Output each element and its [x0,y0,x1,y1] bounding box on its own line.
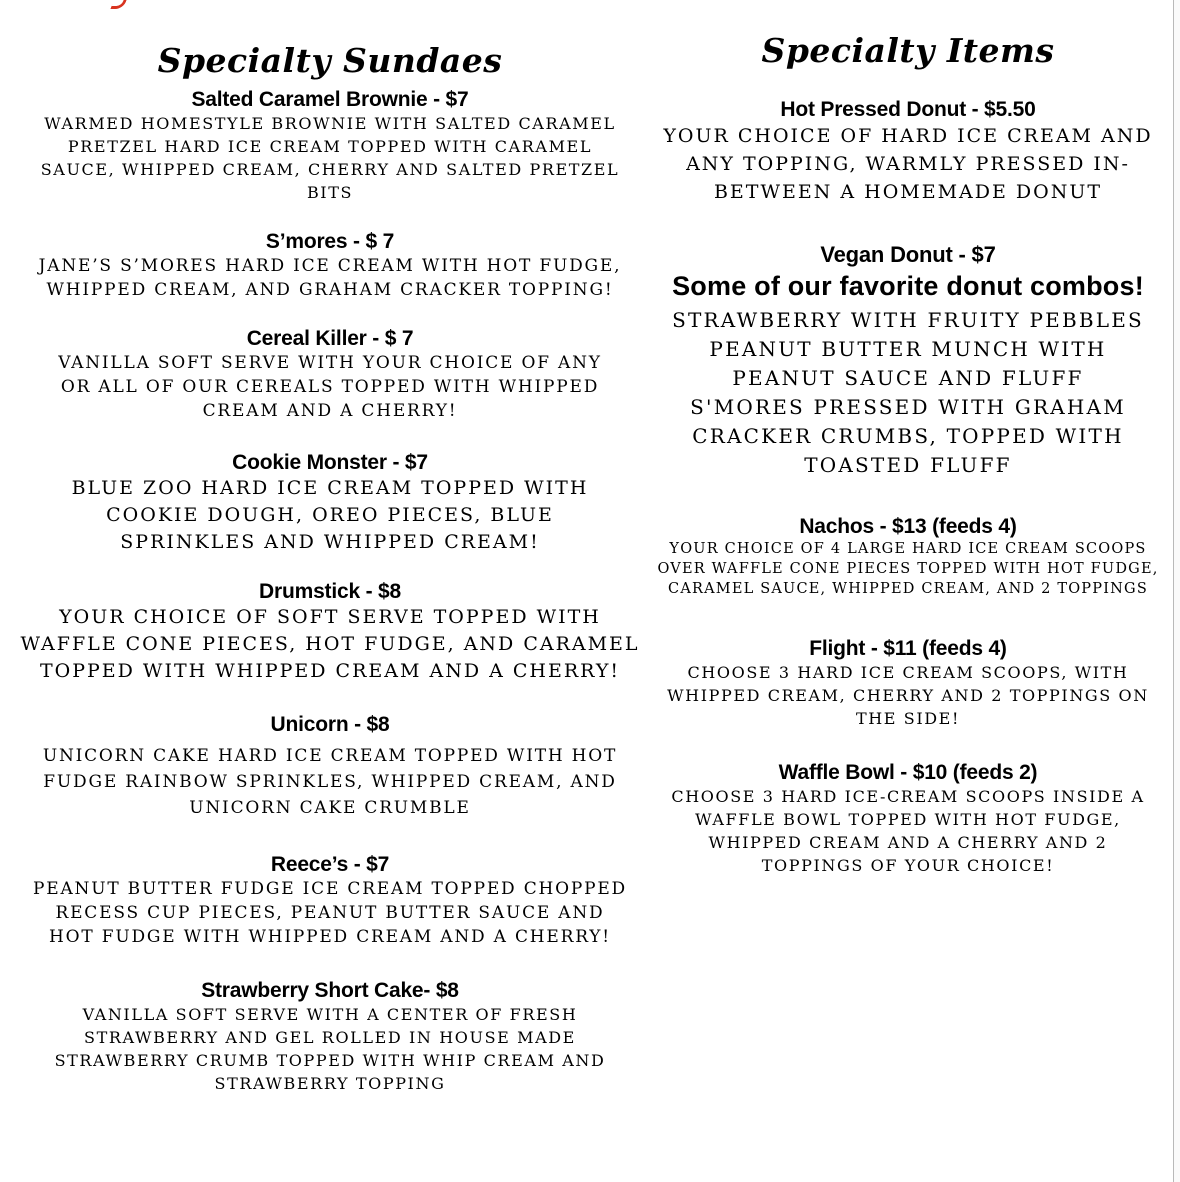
item-title: Drumstick - $8 [259,580,401,603]
item-description: YOUR CHOICE OF 4 LARGE HARD ICE CREAM SCOOPS OVER WAFFLE CONE PIECES TOPPED WITH HOT FUDGE, CARAMEL SAUCE, WHIPPED CREAM, AND 2 TOPPINGS [657,541,1159,598]
item-description: YOUR CHOICE OF HARD ICE CREAM AND ANY TOPPING, WARMLY PRESSED IN-BETWEEN A HOMEMADE DONUT [663,125,1153,204]
combos-heading: Some of our favorite donut combos! [672,271,1144,301]
item-title: S’mores - $ 7 [265,230,395,253]
sundae-item [20,88,640,204]
sundae-item [20,451,640,556]
item-title: Salted Caramel Brownie - $7 [191,88,469,111]
combo-line: PEANUT SAUCE AND FLUFF [732,365,1084,390]
item-title: Vegan Donut - $7 [820,242,996,267]
item-description: WARMED HOMESTYLE BROWNIE WITH SALTED CARAMEL PRETZEL HARD ICE CREAM TOPPED WITH CARAMEL SAUCE, WHIPPED CREAM, CHERRY AND SALTED PRETZEL BITS [40,114,620,203]
sundae-item [20,979,640,1095]
sundae-item [20,853,640,949]
item-description: PEANUT BUTTER FUDGE ICE CREAM TOPPED CHOPPED RECESS CUP PIECES, PEANUT BUTTER SAUCE AND HOT FUDGE WITH WHIPPED CREAM AND A CHERRY! [33,879,627,948]
sundae-item [20,713,640,821]
specialty-item [648,761,1168,877]
item-title: Hot Pressed Donut - $5.50 [780,98,1036,121]
item-title: Strawberry Short Cake- $8 [201,979,459,1002]
sundae-item [20,580,640,685]
combos-list [648,306,1168,480]
item-description: VANILLA SOFT SERVE WITH YOUR CHOICE OF ANY OR ALL OF OUR CEREALS TOPPED WITH WHIPPED CREAM AND A CHERRY! [58,353,602,422]
item-description: BLUE ZOO HARD ICE CREAM TOPPED WITH COOKIE DOUGH, OREO PIECES, BLUE SPRINKLES AND WHIPPED CREAM! [71,477,589,554]
specialty-item [648,98,1168,206]
specialty-item [648,515,1168,599]
item-title: Cookie Monster - $7 [232,451,428,474]
sundae-item [20,327,640,423]
sundae-item [20,230,640,302]
donut-combos [648,272,1168,480]
combo-line: CRACKER CRUMBS, TOPPED WITH [692,423,1124,448]
item-title: Unicorn - $8 [270,713,390,736]
item-title: Waffle Bowl - $10 (feeds 2) [778,761,1038,784]
specialty-item [648,242,1168,267]
item-description: UNICORN CAKE HARD ICE CREAM TOPPED WITH HOT FUDGE RAINBOW SPRINKLES, WHIPPED CREAM, AND UNICORN CAKE CRUMBLE [42,746,618,819]
item-description: CHOOSE 3 HARD ICE-CREAM SCOOPS INSIDE A WAFFLE BOWL TOPPED WITH HOT FUDGE, WHIPPED CREAM AND A CHERRY AND 2 TOPPINGS OF YOUR CHOICE! [671,787,1145,876]
sundaes-heading: Specialty Sundaes [157,41,503,80]
item-description: VANILLA SOFT SERVE WITH A CENTER OF FRESH STRAWBERRY AND GEL ROLLED IN HOUSE MADE STRAWBERRY CRUMB TOPPED WITH WHIP CREAM AND STRAWBERRY TOPPING [54,1005,606,1094]
combo-line: STRAWBERRY WITH FRUITY PEBBLES [672,307,1144,332]
page-edge [1173,0,1180,1182]
item-description: YOUR CHOICE OF SOFT SERVE TOPPED WITH WAFFLE CONE PIECES, HOT FUDGE, AND CARAMEL TOPPED WITH WHIPPED CREAM AND A CHERRY! [20,606,640,683]
item-description: JANE’S S’MORES HARD ICE CREAM WITH HOT FUDGE, WHIPPED CREAM, AND GRAHAM CRACKER TOPPING! [38,256,622,301]
specialty-item [648,637,1168,730]
combo-line: S'MORES PRESSED WITH GRAHAM [690,394,1126,419]
item-title: Cereal Killer - $ 7 [246,327,414,350]
item-description: CHOOSE 3 HARD ICE CREAM SCOOPS, WITH WHIPPED CREAM, CHERRY AND 2 TOPPINGS ON THE SIDE! [667,663,1149,729]
item-title: Reece’s - $7 [270,853,390,876]
combo-line: TOASTED FLUFF [804,452,1012,477]
item-title: Nachos - $13 (feeds 4) [799,515,1017,538]
corner-decoration [110,0,126,9]
item-title: Flight - $11 (feeds 4) [809,637,1007,660]
specialty-heading: Specialty Items [761,31,1055,70]
combo-line: PEANUT BUTTER MUNCH WITH [709,336,1107,361]
